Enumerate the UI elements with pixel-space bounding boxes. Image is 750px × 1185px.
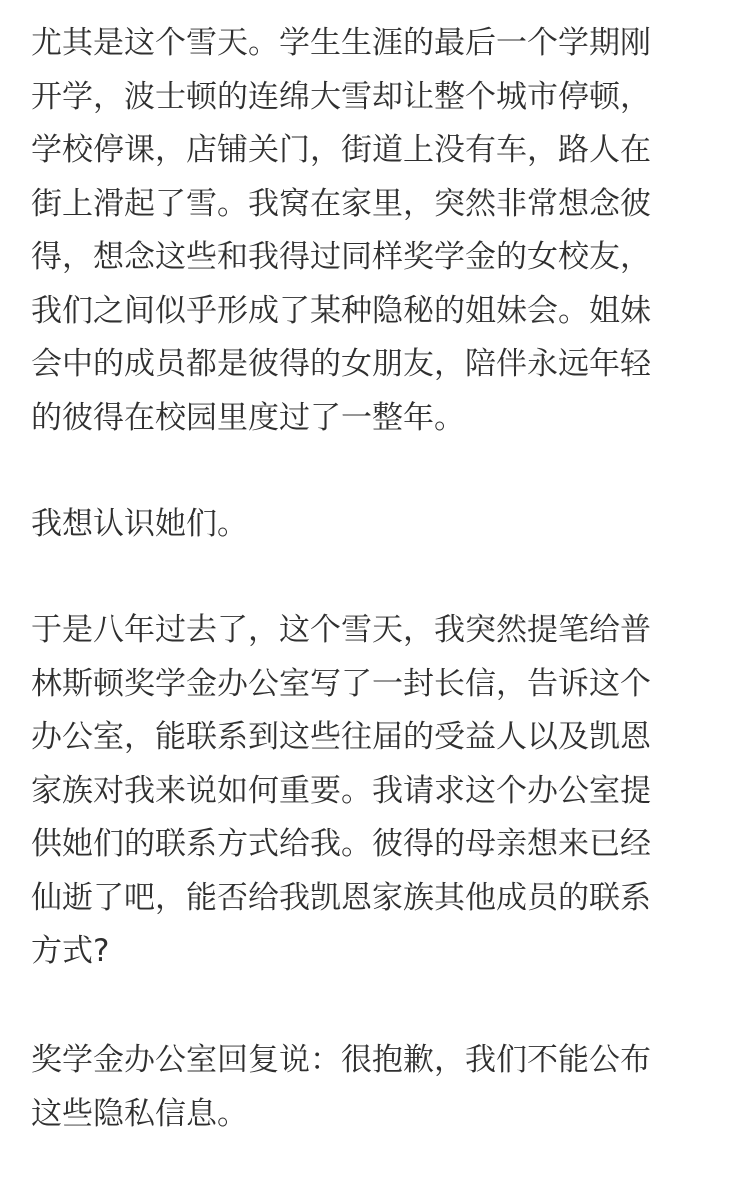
text-line: 仙逝了吧，能否给我凯恩家族其他成员的联系 <box>31 879 651 916</box>
text-line: 这些隐私信息。 <box>31 1095 248 1132</box>
text-line: 奖学金办公室回复说：很抱歉，我们不能公布 <box>31 1042 651 1078</box>
text-line: 尤其是这个雪天。学生生涯的最后一个学期刚 <box>31 25 651 61</box>
paragraph-letter <box>31 604 651 979</box>
text-line: 供她们的联系方式给我。彼得的母亲想来已经 <box>31 826 651 862</box>
text-line: 街上滑起了雪。我窝在家里，突然非常想念彼 <box>31 185 651 222</box>
text-line: 于是八年过去了，这个雪天，我突然提笔给普 <box>31 612 651 648</box>
paragraph-reply <box>31 1034 651 1141</box>
text-line: 我们之间似乎形成了某种隐秘的姐妹会。姐妹 <box>31 292 651 329</box>
text-line: 方式? <box>31 933 110 969</box>
text-line: 家族对我来说如何重要。我请求这个办公室提 <box>31 772 651 809</box>
text-line: 林斯顿奖学金办公室写了一封长信，告诉这个 <box>31 665 651 702</box>
paragraph-want-to-know <box>31 498 248 552</box>
text-line: 办公室，能联系到这些往届的受益人以及凯恩 <box>31 719 651 755</box>
text-line: 得，想念这些和我得过同样奖学金的女校友， <box>31 239 651 275</box>
text-line: 的彼得在校园里度过了一整年。 <box>31 399 465 436</box>
text-line: 学校停课，店铺关门，街道上没有车，路人在 <box>31 132 651 168</box>
paragraph-snow-day <box>31 17 651 445</box>
text-line: 开学，波士顿的连绵大雪却让整个城市停顿， <box>31 78 651 115</box>
text-line: 我想认识她们。 <box>31 506 248 542</box>
text-line: 会中的成员都是彼得的女朋友，陪伴永远年轻 <box>31 346 651 382</box>
